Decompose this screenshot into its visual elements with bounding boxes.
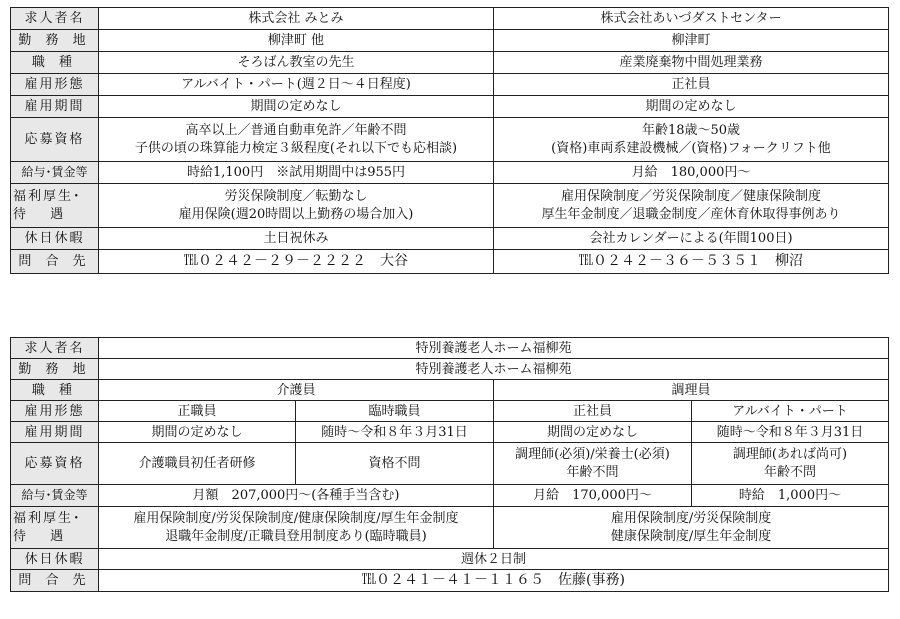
label-holidays: 休日休暇 <box>11 549 99 570</box>
row-qualifications <box>11 443 889 485</box>
label-period: 雇用期間 <box>11 422 99 443</box>
label-employer: 求人者名 <box>11 338 99 359</box>
welfare-care <box>99 507 494 549</box>
welfare-care-line-1: 雇用保険制度/労災保険制度/健康保険制度/厚生年金制度 <box>133 510 459 526</box>
welfare-care-line-2: 退職年金制度/正職員登用制度あり(臨時職員) <box>165 528 427 544</box>
label-welfare <box>11 507 99 549</box>
employment-type-4: アルバイト・パート <box>692 401 889 422</box>
welfare-cook-line-1: 雇用保険制度/労災保険制度 <box>610 510 772 526</box>
employer-a: 株式会社 みとみ <box>99 8 494 30</box>
wage-b: 月給 180,000円～ <box>494 162 889 184</box>
contact-a: ℡０２４２－２９－２２２２ 大谷 <box>99 250 494 274</box>
holidays-a: 土日祝休み <box>99 228 494 250</box>
qualifications-4 <box>692 443 889 485</box>
qualifications-4-line-2: 年齢不問 <box>764 464 817 480</box>
label-holidays: 休日休暇 <box>11 228 99 250</box>
label-job: 職 種 <box>11 380 99 401</box>
wage-cook-part: 時給 1,000円～ <box>692 485 889 507</box>
qualifications-b-line-1: 年齢18歳～50歳 <box>641 122 741 138</box>
qualifications-a <box>99 118 494 162</box>
label-welfare-line-2: 待 遇 <box>13 206 74 222</box>
period-b: 期間の定めなし <box>494 96 889 118</box>
row-qualifications <box>11 118 889 162</box>
label-contact: 問 合 先 <box>11 570 99 592</box>
row-wage <box>11 162 889 184</box>
job-b: 産業廃棄物中間処理業務 <box>494 52 889 74</box>
row-location <box>11 359 889 380</box>
row-welfare <box>11 507 889 549</box>
period-2: 随時～令和８年３月31日 <box>296 422 494 443</box>
wage-care: 月額 207,000円～(各種手当含む) <box>99 485 494 507</box>
row-wage <box>11 485 889 507</box>
welfare-a <box>99 184 494 228</box>
period-3: 期間の定めなし <box>494 422 692 443</box>
label-welfare-line-1: 福利厚生･ <box>13 510 82 526</box>
row-holidays <box>11 549 889 570</box>
row-job <box>11 380 889 401</box>
label-location: 勤 務 地 <box>11 359 99 380</box>
qualifications-3-line-2: 年齢不問 <box>566 464 619 480</box>
welfare-b-line-1: 雇用保険制度／労災保険制度／健康保険制度 <box>560 188 821 204</box>
welfare-cook-line-2: 健康保険制度/厚生年金制度 <box>610 528 772 544</box>
holidays-b: 会社カレンダーによる(年間100日) <box>494 228 889 250</box>
employer: 特別養護老人ホーム福柳苑 <box>99 338 889 359</box>
label-contact: 問 合 先 <box>11 250 99 274</box>
job-table-1 <box>10 7 889 274</box>
label-wage: 給与･賃金等 <box>11 162 99 184</box>
welfare-a-line-1: 労災保険制度／転勤なし <box>224 188 368 204</box>
contact: ℡０２４１－４１－１１６５ 佐藤(事務) <box>99 570 889 592</box>
label-job: 職 種 <box>11 52 99 74</box>
welfare-cook <box>494 507 889 549</box>
row-location <box>11 30 889 52</box>
job-care: 介護員 <box>99 380 494 401</box>
label-qualifications: 応募資格 <box>11 443 99 485</box>
row-holidays <box>11 228 889 250</box>
row-contact <box>11 250 889 274</box>
period-4: 随時～令和８年３月31日 <box>692 422 889 443</box>
label-employer: 求人者名 <box>11 8 99 30</box>
qualifications-a-line-1: 高卒以上／普通自動車免許／年齢不問 <box>185 122 407 138</box>
row-period <box>11 96 889 118</box>
contact-b: ℡０２４２－３６－５３５１ 柳沼 <box>494 250 889 274</box>
period-a: 期間の定めなし <box>99 96 494 118</box>
row-period <box>11 422 889 443</box>
period-1: 期間の定めなし <box>99 422 296 443</box>
location-b: 柳津町 <box>494 30 889 52</box>
qualifications-a-line-2: 子供の頃の珠算能力検定３級程度(それ以下でも応相談) <box>134 140 458 156</box>
qualifications-1: 介護職員初任者研修 <box>99 443 296 485</box>
label-wage: 給与･賃金等 <box>11 485 99 507</box>
employment-type-2: 臨時職員 <box>296 401 494 422</box>
row-job <box>11 52 889 74</box>
row-employer <box>11 8 889 30</box>
qualifications-3-line-1: 調理師(必須)/栄養士(必須) <box>515 446 670 462</box>
location-a: 柳津町 他 <box>99 30 494 52</box>
qualifications-b-line-2: (資格)車両系建設機械／(資格)フォークリフト他 <box>551 140 831 156</box>
label-welfare <box>11 184 99 228</box>
employment-type-3: 正社員 <box>494 401 692 422</box>
label-welfare-line-2: 待 遇 <box>13 528 74 544</box>
welfare-a-line-2: 雇用保険(週20時間以上勤務の場合加入) <box>178 206 414 222</box>
row-employment-type <box>11 401 889 422</box>
wage-a: 時給1,100円 ※試用期間中は955円 <box>99 162 494 184</box>
qualifications-2: 資格不問 <box>296 443 494 485</box>
job-a: そろばん教室の先生 <box>99 52 494 74</box>
row-welfare <box>11 184 889 228</box>
qualifications-4-line-1: 調理師(あれば尚可) <box>732 446 848 462</box>
label-welfare-line-1: 福利厚生･ <box>13 188 82 204</box>
job-cook: 調理員 <box>494 380 889 401</box>
label-employment-type: 雇用形態 <box>11 74 99 96</box>
employment-type-b: 正社員 <box>494 74 889 96</box>
employment-type-a: アルバイト・パート(週２日～４日程度) <box>99 74 494 96</box>
row-employment-type <box>11 74 889 96</box>
welfare-b-line-2: 厚生年金制度／退職金制度／産休育休取得事例あり <box>541 206 841 222</box>
wage-cook-regular: 月給 170,000円～ <box>494 485 692 507</box>
label-period: 雇用期間 <box>11 96 99 118</box>
holidays: 週休２日制 <box>99 549 889 570</box>
row-employer <box>11 338 889 359</box>
label-qualifications: 応募資格 <box>11 118 99 162</box>
qualifications-b <box>494 118 889 162</box>
location: 特別養護老人ホーム福柳苑 <box>99 359 889 380</box>
welfare-b <box>494 184 889 228</box>
qualifications-3 <box>494 443 692 485</box>
job-table-2 <box>10 337 889 592</box>
label-employment-type: 雇用形態 <box>11 401 99 422</box>
employment-type-1: 正職員 <box>99 401 296 422</box>
row-contact <box>11 570 889 592</box>
label-location: 勤 務 地 <box>11 30 99 52</box>
employer-b: 株式会社あいづダストセンター <box>494 8 889 30</box>
